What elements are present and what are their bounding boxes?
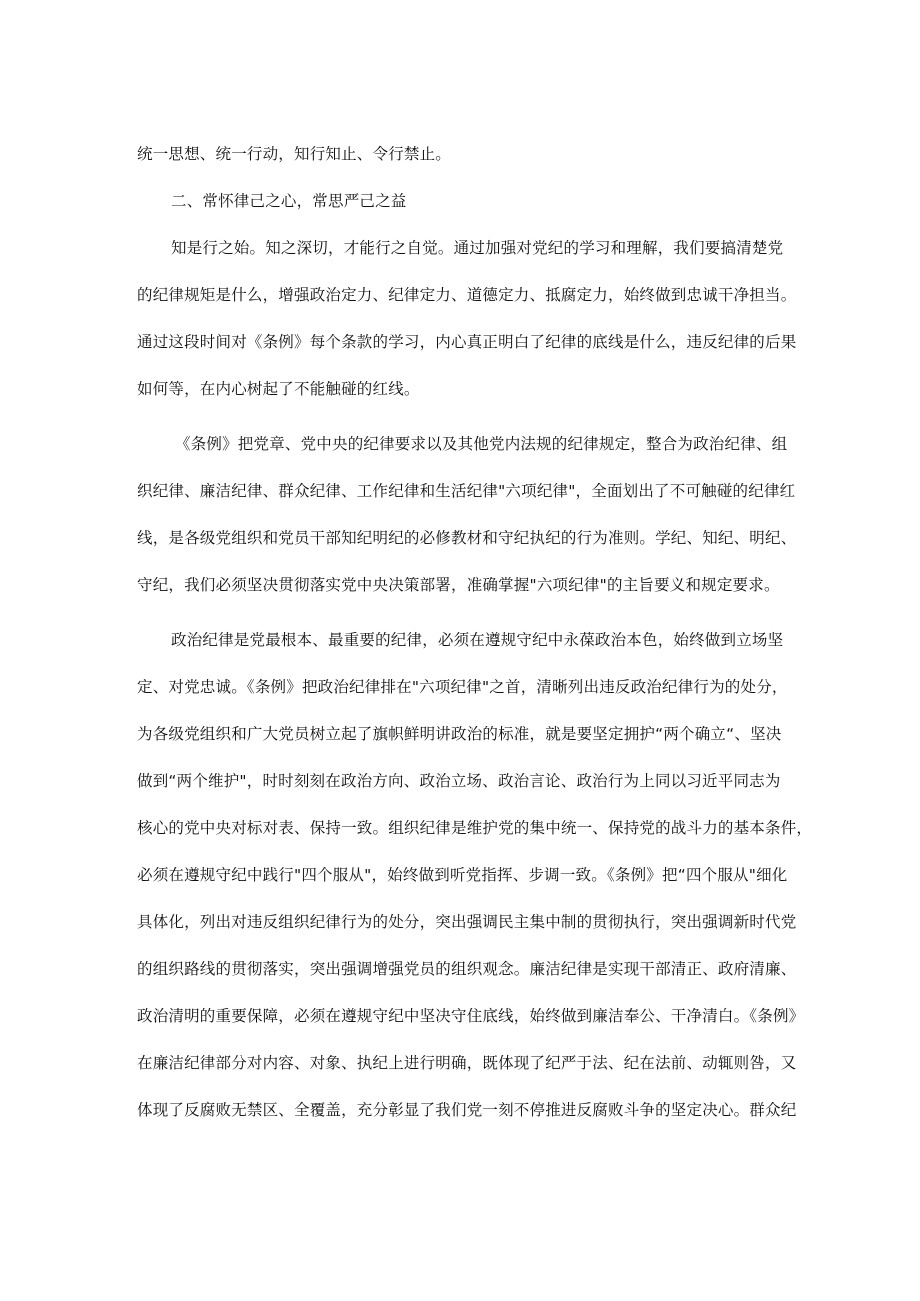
text-line: 做到“两个维护"，时时刻刻在政治方向、政治立场、政治言论、政治行为上同以习近平同志为 bbox=[137, 772, 781, 790]
paragraph-gap bbox=[137, 423, 797, 431]
text-line: 在廉洁纪律部分对内容、对象、执纪上进行明确，既体现了纪严于法、纪在法前、动辄则咎，又 bbox=[137, 1054, 797, 1072]
text-line: 如何等，在内心树起了不能触碰的红线。 bbox=[137, 380, 420, 398]
text-line: 具体化，列出对违反组织纪律行为的处分，突出强调民主集中制的贯彻执行，突出强调新时代党 bbox=[137, 913, 797, 931]
document-body bbox=[137, 141, 813, 1144]
text-line: 政治清明的重要保障，必须在遵规守纪中坚决守住底线，始终做到廉洁奉公、干净清白。《条例》 bbox=[137, 1007, 805, 1025]
text-line: 守纪，我们必须坚决贯彻落实党中央决策部署，准确掌握"六项纪律"的主旨要义和规定要求。 bbox=[137, 576, 780, 594]
text-line: 的纪律规矩是什么，增强政治定力、纪律定力、道德定力、抵腐定力，始终做到忠诚干净担当。 bbox=[137, 286, 797, 304]
section-heading: 二、常怀律己之心，常思严己之益 bbox=[171, 192, 407, 210]
text-line: 必须在遵规守纪中践行"四个服从"，始终做到听党指挥、步调一致。《条例》把“四个服从"细化 bbox=[137, 866, 788, 884]
text-line: 知是行之始。知之深切，才能行之自觉。通过加强对党纪的学习和理解，我们要搞清楚党 bbox=[171, 239, 784, 257]
text-line: 体现了反腐败无禁区、全覆盖，充分彰显了我们党一刻不停推进反腐败斗争的坚定决心。群众纪 bbox=[137, 1101, 797, 1119]
text-line: 织纪律、廉洁纪律、群众纪律、工作纪律和生活纪律"六项纪律"，全面划出了不可触碰的纪律红 bbox=[137, 482, 796, 500]
paragraph-gap bbox=[137, 619, 797, 627]
text-line: 的组织路线的贯彻落实，突出强调增强党员的组织观念。廉洁纪律是实现干部清正、政府清廉、 bbox=[137, 960, 797, 978]
text-line: 为各级党组织和广大党员树立起了旗帜鲜明讲政治的标准，就是要坚定拥护“两个确立“、坚决 bbox=[137, 725, 782, 743]
text-line: 政治纪律是党最根本、最重要的纪律，必须在遵规守纪中永葆政治本色，始终做到立场坚 bbox=[171, 631, 784, 649]
text-line: 线，是各级党组织和党员干部知纪明纪的必修教材和守纪执纪的行为准则。学纪、知纪、明纪、 bbox=[137, 529, 797, 547]
text-line: 核心的党中央对标对表、保持一致。组织纪律是维护党的集中统一、保持党的战斗力的基本条件， bbox=[137, 819, 813, 837]
text-line: 定、对党忠诚。《条例》把政治纪律排在"六项纪律"之首，清晰列出违反政治纪律行为的处分， bbox=[137, 678, 788, 696]
text-line: 《条例》把党章、党中央的纪律要求以及其他党内法规的纪律规定，整合为政治纪律、组 bbox=[175, 435, 788, 453]
text-line: 统一思想、统一行动，知行知止、令行禁止。 bbox=[137, 145, 452, 163]
text-line: 通过这段时间对《条例》每个条款的学习，内心真正明白了纪律的底线是什么，违反纪律的后果 bbox=[137, 333, 797, 351]
